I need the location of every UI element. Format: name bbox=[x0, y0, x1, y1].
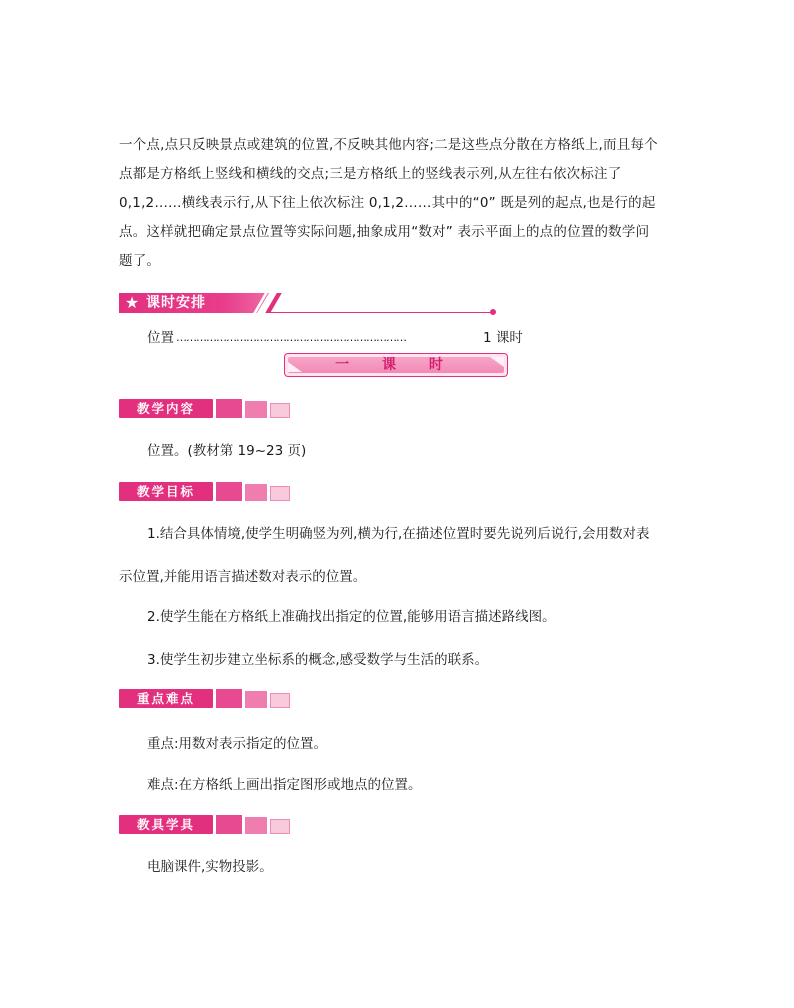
tag-square bbox=[245, 817, 267, 834]
lesson-title: 一 课 时 bbox=[335, 357, 457, 373]
goal-item: 3.使学生初步建立坐标系的概念,感受数学与生活的联系。 bbox=[147, 652, 489, 668]
heading-pill bbox=[119, 815, 213, 834]
intro-line: 0,1,2……横线表示行,从下往上依次标注 0,1,2……其中的“0” 既是列的起点,也是行的起 bbox=[119, 195, 656, 211]
goal-item: 1.结合具体情境,使学生明确竖为列,横为行,在描述位置时要先说列后说行,会用数对表 bbox=[147, 526, 650, 542]
goal-item: 2.使学生能在方格纸上准确找出指定的位置,能够用语言描述路线图。 bbox=[147, 609, 556, 625]
keypoints-heading: 重点难点 bbox=[136, 691, 195, 706]
heading-pill bbox=[119, 482, 213, 501]
key-point: 重点:用数对表示指定的位置。 bbox=[147, 736, 328, 752]
tools-text: 电脑课件,实物投影。 bbox=[147, 859, 273, 875]
tag-square bbox=[216, 399, 242, 418]
tag-square bbox=[216, 689, 242, 708]
schedule-hours: 1 课时 bbox=[483, 330, 523, 346]
schedule-leader: …………………………………………………………… bbox=[176, 331, 406, 344]
intro-line: 题了。 bbox=[119, 253, 161, 269]
tag-square bbox=[270, 693, 290, 708]
intro-line: 点。这样就把确定景点位置等实际问题,抽象成用“数对” 表示平面上的点的位置的数学问 bbox=[119, 224, 650, 240]
intro-line: 一个点,点只反映景点或建筑的位置,不反映其他内容;二是这些点分散在方格纸上,而且每个 bbox=[119, 137, 658, 153]
tag-square bbox=[270, 819, 290, 834]
intro-line: 点都是方格纸上竖线和横线的交点;三是方格纸上的竖线表示列,从左往右依次标注了 bbox=[119, 166, 622, 182]
schedule-item: 位置 bbox=[147, 330, 174, 346]
star-icon: ★ bbox=[124, 293, 140, 312]
tag-square bbox=[216, 815, 242, 834]
content-heading: 教学内容 bbox=[136, 401, 195, 416]
lesson-title-box bbox=[284, 353, 508, 377]
tag-square bbox=[270, 403, 290, 418]
tag-square bbox=[245, 401, 267, 418]
tag-square bbox=[216, 482, 242, 501]
tag-square bbox=[245, 691, 267, 708]
banner-dot bbox=[490, 309, 496, 315]
content-text: 位置。(教材第 19~23 页) bbox=[147, 443, 307, 459]
difficult-point: 难点:在方格纸上画出指定图形或地点的位置。 bbox=[147, 777, 422, 793]
tools-heading: 教具学具 bbox=[136, 817, 195, 832]
schedule-banner bbox=[119, 293, 379, 315]
tag-square bbox=[270, 486, 290, 501]
heading-pill bbox=[119, 689, 213, 708]
goals-heading: 教学目标 bbox=[136, 484, 195, 499]
banner-rule bbox=[269, 312, 492, 313]
banner-slash bbox=[265, 293, 282, 313]
goal-item: 示位置,并能用语言描述数对表示的位置。 bbox=[119, 569, 367, 585]
tag-square bbox=[245, 484, 267, 501]
heading-pill bbox=[119, 399, 213, 418]
schedule-heading: 课时安排 bbox=[146, 295, 206, 311]
intro-paragraph bbox=[119, 131, 689, 276]
